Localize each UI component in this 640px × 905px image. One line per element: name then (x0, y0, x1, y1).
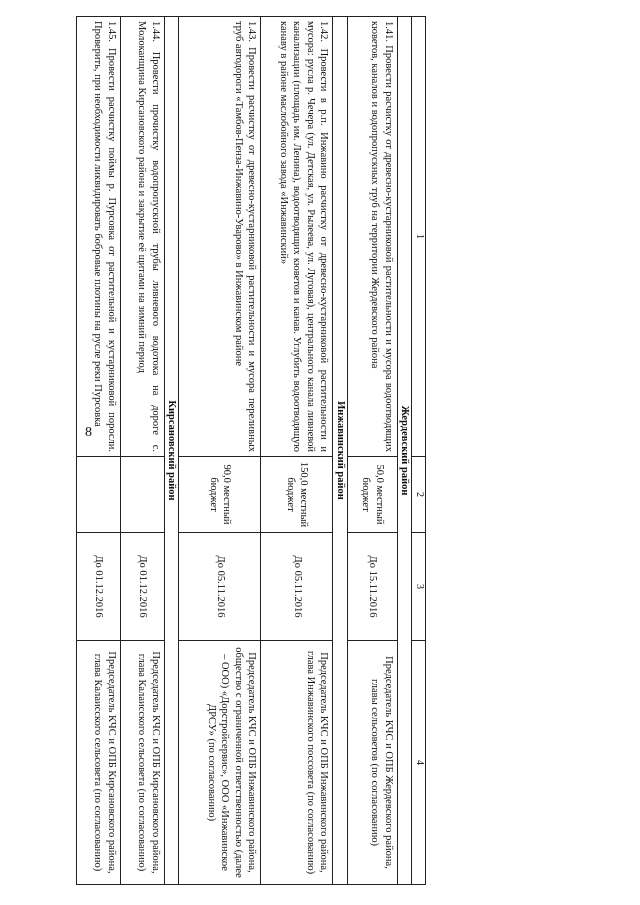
deadline-cell: До 01.12.2016 (120, 533, 164, 641)
responsible-cell: Председатель КЧС и ОПБ Жердевского района, главы сельсоветов (по согласованию) (347, 641, 397, 885)
deadline-cell: До 01.12.2016 (76, 533, 120, 641)
responsible-cell: Председатель КЧС и ОПБ Кирсановского района, глава Калаисского сельсовета (по согласованию) (76, 641, 120, 885)
table-row (261, 17, 333, 885)
section-title: Жердевский район (397, 17, 411, 885)
section-row (397, 17, 411, 885)
budget-cell (120, 457, 164, 533)
header-cell: 1 (412, 17, 426, 457)
measures-table (76, 16, 426, 885)
header-cell: 4 (412, 641, 426, 885)
measure-text: 1.41. Провести расчистку от древесно-кустарниковой растительности и мусора водоотводящих кюветов, каналов и водопропускных труб на территории Жердевского района (347, 17, 397, 457)
budget-cell (76, 457, 120, 533)
budget-cell: 90,0 местный бюджет (179, 457, 261, 533)
table-header-row (412, 17, 426, 885)
deadline-cell: До 05.11.2016 (179, 533, 261, 641)
responsible-cell: Председатель КЧС и ОПБ Инжавинского района, общество с ограниченной ответственностью (далее – ООО) «Дорстройсервис», ООО «Инжавинское ДРСУ» (по согласованию) (179, 641, 261, 885)
table-row (120, 17, 164, 885)
section-title: Кирсановский район (164, 17, 178, 885)
table-row (347, 17, 397, 885)
responsible-cell: Председатель КЧС и ОПБ Кирсановского района, глава Калаисского сельсовета (по согласованию) (120, 641, 164, 885)
table-row (179, 17, 261, 885)
budget-cell: 150,0 местный бюджет (261, 457, 333, 533)
table-row (76, 17, 120, 885)
measure-text: 1.43. Провести расчистку от древесно-кустарниковой растительности и мусора переливных труб автодороги «Тамбов-Пенза-Инжавино-Уварово» в Инжавинском районе (179, 17, 261, 457)
responsible-cell: Председатель КЧС и ОПБ Инжавинского района, глава Инжавинского поссовета (по согласованию) (261, 641, 333, 885)
header-cell: 3 (412, 533, 426, 641)
document-page (92, 16, 426, 884)
page-number: 8 (85, 425, 92, 440)
measure-text: 1.44. Провести прочистку водопропускной трубы ливневого водотока на дороге с. Молоканщина Кирсановского района и закрытие её щитами на зимний период (120, 17, 164, 457)
deadline-cell: До 05.11.2016 (261, 533, 333, 641)
deadline-cell: До 15.11.2016 (347, 533, 397, 641)
budget-cell: 50,0 местный бюджет (347, 457, 397, 533)
section-title: Инжавинский район (333, 17, 347, 885)
header-cell: 2 (412, 457, 426, 533)
measure-text: 1.45. Провести расчистку поймы р. Пурсовка от растительной и кустарниковой поросли. Проверить, при необходимости ликвидировать бобровые плотины на русле реки Пурсовка (76, 17, 120, 457)
measure-text: 1.42. Провести в р.п. Инжавино расчистку от древесно-кустарниковой растительности и мусора: русла р. Чечера (ул. Детская, ул. Рылеева, ул. Луговая), центрального канала ливневой канализации (площадь им. Ленина), водоотводящих кюветов и канав. Углубить водоотводящую канаву в районе маслобойного завода «Инжавинский» (261, 17, 333, 457)
section-row (333, 17, 347, 885)
section-row (164, 17, 178, 885)
